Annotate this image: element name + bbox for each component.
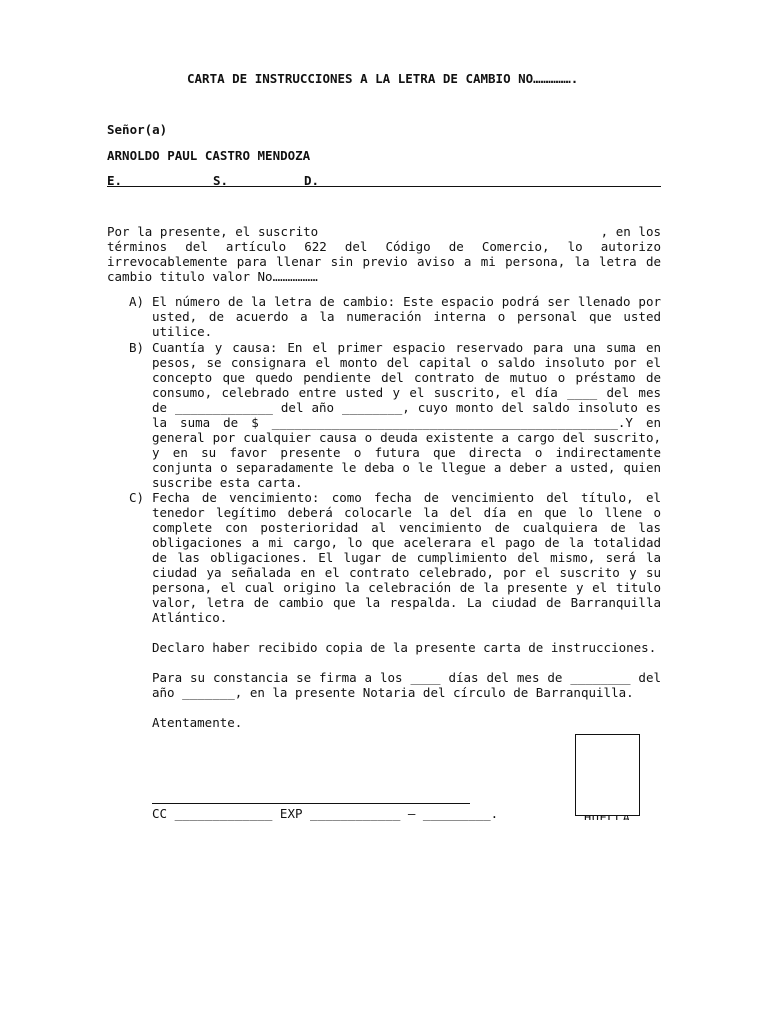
document-title: CARTA DE INSTRUCCIONES A LA LETRA DE CAMBIO NO…………….	[187, 71, 579, 86]
constancia-paragraph: Para su constancia se firma a los ____ días del mes de ________ del año _______, en la presente Notaria del círculo de Barranquilla.	[152, 670, 661, 700]
item-c-label: C)	[129, 490, 145, 505]
declaration: Declaro haber recibido copia de la presente carta de instrucciones.	[152, 640, 657, 655]
fingerprint-box	[575, 734, 640, 816]
signature-id-line: CC _____________ EXP ____________ – _________.	[152, 806, 499, 821]
esd-s: S.	[213, 173, 229, 188]
esd-d: D.	[304, 173, 320, 188]
item-b-label: B)	[129, 340, 145, 355]
salutation: Señor(a)	[107, 122, 168, 137]
closing: Atentamente.	[152, 715, 243, 730]
intro-paragraph: Por la presente, el suscrito , en los términos del artículo 622 del Código de Comercio, lo autorizo irrevocablemente para llenar sin previo aviso a mi persona, la letra de cambio titulo valor No………………	[107, 224, 669, 284]
esd-e: E.	[107, 173, 123, 188]
item-a-label: A)	[129, 294, 145, 309]
item-c-text: Fecha de vencimiento: como fecha de vencimiento del título, el tenedor legítimo deberá colocarle la del día en que lo llene o complete con posterioridad al vencimiento de cualquiera de las obligaciones a mi cargo, lo que acelerara el pago de la totalidad de las obligaciones. El lugar de cumplimiento del mismo, será la ciudad ya señalada en el contrato celebrado, por el suscrito y su persona, el cual origino la celebración de la presente y el titulo valor, letra de cambio que la respalda. La ciudad de Barranquilla Atlántico.	[152, 490, 661, 625]
item-a-text: El número de la letra de cambio: Este espacio podrá ser llenado por usted, de acuerdo a la numeración interna o personal que usted utilice.	[152, 294, 661, 339]
item-b-text: Cuantía y causa: En el primer espacio reservado para una suma en pesos, se consignara el monto del capital o saldo insoluto por el concepto que quedo pendiente del contrato de mutuo o préstamo de consumo, celebrado entre usted y el suscrito, el día ____ del mes de _____________ del año ________, cuyo monto del saldo insoluto es la suma de $ ______________________________________________.Y en general por cualquier causa o deuda existente a cargo del suscrito, y en su favor presente o futura que directa o indirectamente conjunta o separadamente le deba o le llegue a deber a usted, quien suscribe esta carta.	[152, 340, 661, 490]
recipient-name: ARNOLDO PAUL CASTRO MENDOZA	[107, 148, 311, 163]
signature-line	[152, 803, 470, 804]
header-rule	[107, 186, 661, 187]
